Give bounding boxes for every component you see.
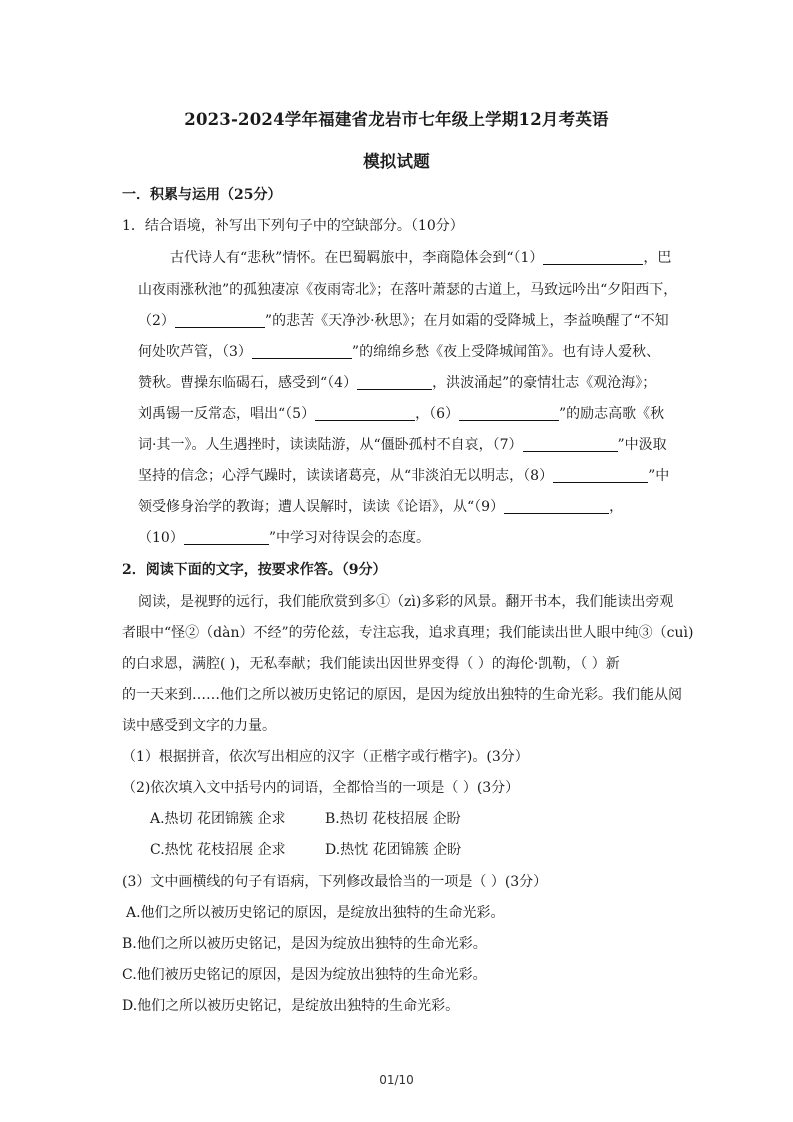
answer-blank-7[interactable]: [523, 437, 618, 452]
q1-text: 刘禹锡一反常态，唱出“（5）: [138, 406, 316, 422]
q1-line3: [138, 311, 669, 331]
q1-line1: [170, 248, 671, 268]
q2-option-b: B.热切 花枝招展 企盼: [325, 811, 461, 827]
q1-text: ，（6）: [415, 406, 459, 422]
q1-text: ，: [609, 499, 624, 515]
q2-stem: 2．阅读下面的文字，按要求作答。（9分）: [122, 562, 387, 578]
q2-passage-line3: 的白求恩，满腔( )，无私奉献；我们能读出因世界变得（ ）的海伦·凯勒，（ ）新: [122, 656, 620, 672]
q1-text: ，洪波涌起”的豪情壮志《观沧海》；: [432, 375, 657, 391]
q1-line8: [138, 466, 669, 486]
answer-blank-8[interactable]: [553, 468, 648, 483]
q2-sub1: （1）根据拼音，依次写出相应的汉字（正楷字或行楷字)。(3分）: [122, 749, 529, 765]
answer-blank-5[interactable]: [315, 406, 415, 421]
page-number: 01/10: [379, 1073, 414, 1087]
q2-option-c: C.热忱 花枝招展 企求: [150, 842, 286, 858]
answer-blank-4[interactable]: [357, 375, 432, 390]
q1-line6: [138, 404, 664, 424]
q2-sub3: (3）文中画横线的句子有语病，下列修改最恰当的一项是（ ）(3分）: [122, 874, 548, 890]
q2-sub3-option-c: C.他们被历史铭记的原因，是因为绽放出独特的生命光彩。: [122, 967, 487, 983]
q1-text: ”的励志高歌《秋: [559, 406, 665, 422]
q1-text: ”的绵绵乡愁《夜上受降城闻笛》。也有诗人爱秋、: [351, 344, 661, 360]
answer-blank-3[interactable]: [252, 344, 352, 359]
q1-text: 领受修身治学的教诲；遭人误解时，读读《论语》，从“（9）: [138, 499, 505, 515]
q2-passage-line1: 阅读，是视野的远行，我们能欣赏到多①（zì)多彩的风景。翻开书本，我们能读出旁观: [138, 594, 674, 610]
q2-sub3-option-b: B.他们之所以被历史铭记，是因为绽放出独特的生命光彩。: [122, 936, 487, 952]
q1-line2: 山夜雨涨秋池”的孤独凄凉《夜雨寄北》；在落叶萧瑟的古道上，马致远吟出“夕阳西下，: [138, 282, 678, 298]
q1-text: ，巴: [643, 250, 672, 266]
q2-passage-line4: 的一天来到……他们之所以被历史铭记的原因，是因为绽放出独特的生命光彩。我们能从阅: [122, 687, 682, 703]
doc-title-line1: 2023-2024学年福建省龙岩市七年级上学期12月考英语: [184, 110, 609, 129]
q2-option-d: D.热忱 花团锦簇 企盼: [325, 842, 462, 858]
q2-sub3-option-d: D.他们之所以被历史铭记，是绽放出独特的生命光彩。: [122, 998, 460, 1014]
q2-sub3-option-a: A.他们之所以被历史铭记的原因，是绽放出独特的生命光彩。: [126, 905, 505, 921]
q2-passage-line2: 者眼中“怪②（dàn）不经”的劳伦兹，专注忘我，追求真理；我们能读出世人眼中纯③（cuì): [122, 625, 694, 641]
answer-blank-10[interactable]: [184, 530, 269, 545]
q1-line4: [138, 342, 660, 362]
q1-stem: 1．结合语境，补写出下列句子中的空缺部分。（10分）: [122, 218, 464, 234]
q1-line5: [138, 373, 656, 393]
q1-text: 词·其一》。人生遇挫时，读读陆游，从“僵卧孤村不自哀，（7）: [138, 437, 523, 453]
q1-line7: [138, 435, 667, 455]
q2-passage-line5: 读中感受到文字的力量。: [122, 718, 276, 734]
q1-text: ”中: [648, 468, 670, 484]
answer-blank-6[interactable]: [459, 406, 559, 421]
q1-text: 坚持的信念；心浮气躁时，读读诸葛亮，从“非淡泊无以明志，（8）: [138, 468, 554, 484]
answer-blank-9[interactable]: [504, 499, 609, 514]
q1-text: ”中学习对待误会的态度。: [268, 530, 430, 546]
q2-option-a: A.热切 花团锦簇 企求: [150, 811, 286, 827]
q2-sub2: （2)依次填入文中括号内的词语，全都恰当的一项是（ ）(3分）: [122, 780, 520, 796]
q1-text: ”中汲取: [617, 437, 667, 453]
q1-line9: [138, 497, 623, 517]
doc-title-line2: 模拟试题: [363, 152, 430, 171]
q1-text: 古代诗人有“悲秋”情怀。在巴蜀羁旅中，李商隐体会到“（1）: [170, 250, 544, 266]
q1-text: 何处吹芦管，（3）: [138, 344, 252, 360]
q1-text: 赞秋。曹操东临碣石，感受到“（4）: [138, 375, 358, 391]
q1-line10: [138, 528, 430, 548]
q1-text: （2）: [138, 313, 175, 329]
q1-text: （10）: [138, 530, 184, 546]
section-heading: 一．积累与运用（25分）: [122, 187, 282, 203]
q1-text: ”的悲苦《天净沙·秋思》；在月如霜的受降城上，李益唤醒了“不知: [264, 313, 669, 329]
answer-blank-1[interactable]: [543, 250, 643, 265]
answer-blank-2[interactable]: [175, 313, 265, 328]
